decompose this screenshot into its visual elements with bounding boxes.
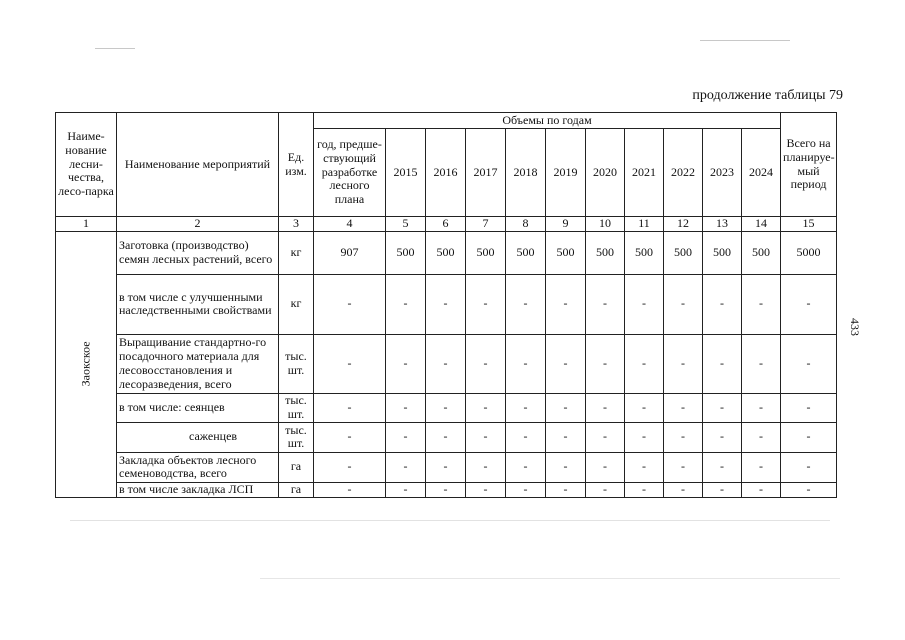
value-cell: - bbox=[546, 452, 586, 482]
unit-cell: га bbox=[279, 482, 314, 497]
value-cell: - bbox=[314, 274, 386, 334]
activity-name: в том числе: сеянцев bbox=[117, 393, 279, 422]
scan-noise bbox=[260, 578, 840, 579]
header-previous-year: год, предше-ствующий разработке лесного плана bbox=[314, 129, 386, 217]
value-cell: - bbox=[314, 393, 386, 422]
value-cell: - bbox=[703, 334, 742, 393]
value-cell: - bbox=[426, 452, 466, 482]
total-cell: - bbox=[781, 422, 837, 452]
value-cell: - bbox=[466, 393, 506, 422]
header-year: 2015 bbox=[386, 129, 426, 217]
value-cell: - bbox=[466, 452, 506, 482]
value-cell: - bbox=[466, 334, 506, 393]
total-cell: - bbox=[781, 482, 837, 497]
value-cell: - bbox=[506, 422, 546, 452]
value-cell: 500 bbox=[703, 231, 742, 274]
header-total: Всего на планируе-мый период bbox=[781, 113, 837, 217]
value-cell: - bbox=[742, 452, 781, 482]
value-cell: - bbox=[664, 452, 703, 482]
value-cell: - bbox=[386, 452, 426, 482]
activity-name: Заготовка (производство) семян лесных растений, всего bbox=[117, 231, 279, 274]
value-cell: - bbox=[506, 393, 546, 422]
value-cell: 500 bbox=[664, 231, 703, 274]
unit-cell: тыс. шт. bbox=[279, 422, 314, 452]
total-cell: 5000 bbox=[781, 231, 837, 274]
value-cell: - bbox=[664, 274, 703, 334]
value-cell: - bbox=[546, 334, 586, 393]
unit-cell: кг bbox=[279, 274, 314, 334]
value-cell: - bbox=[506, 482, 546, 497]
scan-noise bbox=[95, 48, 135, 49]
value-cell: - bbox=[314, 452, 386, 482]
header-unit: Ед. изм. bbox=[279, 113, 314, 217]
forestry-table bbox=[55, 112, 837, 498]
value-cell: - bbox=[586, 393, 625, 422]
value-cell: - bbox=[703, 452, 742, 482]
value-cell: - bbox=[586, 334, 625, 393]
activity-name: в том числе закладка ЛСП bbox=[117, 482, 279, 497]
column-number: 4 bbox=[314, 217, 386, 232]
value-cell: 500 bbox=[506, 231, 546, 274]
value-cell: - bbox=[664, 482, 703, 497]
column-number: 5 bbox=[386, 217, 426, 232]
header-volumes-by-year: Объемы по годам bbox=[314, 113, 781, 129]
value-cell: - bbox=[426, 274, 466, 334]
unit-cell: кг bbox=[279, 231, 314, 274]
column-number: 8 bbox=[506, 217, 546, 232]
table-row bbox=[56, 482, 837, 497]
value-cell: - bbox=[625, 393, 664, 422]
value-cell: - bbox=[546, 393, 586, 422]
column-number: 14 bbox=[742, 217, 781, 232]
value-cell: - bbox=[742, 393, 781, 422]
value-cell: - bbox=[586, 452, 625, 482]
value-cell: - bbox=[625, 482, 664, 497]
header-year: 2019 bbox=[546, 129, 586, 217]
table-row bbox=[56, 231, 837, 274]
header-year: 2022 bbox=[664, 129, 703, 217]
value-cell: - bbox=[314, 334, 386, 393]
header-year: 2016 bbox=[426, 129, 466, 217]
value-cell: 500 bbox=[625, 231, 664, 274]
value-cell: 500 bbox=[386, 231, 426, 274]
column-number: 9 bbox=[546, 217, 586, 232]
activity-name: Закладка объектов лесного семеноводства, всего bbox=[117, 452, 279, 482]
column-number: 13 bbox=[703, 217, 742, 232]
value-cell: 500 bbox=[466, 231, 506, 274]
table-row bbox=[56, 422, 837, 452]
header-year: 2023 bbox=[703, 129, 742, 217]
table-row bbox=[56, 452, 837, 482]
value-cell: - bbox=[314, 422, 386, 452]
value-cell: - bbox=[314, 482, 386, 497]
forestry-name: Заокское bbox=[78, 341, 93, 387]
activity-name: саженцев bbox=[117, 422, 279, 452]
value-cell: - bbox=[664, 334, 703, 393]
table-row bbox=[56, 274, 837, 334]
header-activity: Наименование мероприятий bbox=[117, 113, 279, 217]
unit-cell: тыс. шт. bbox=[279, 334, 314, 393]
column-number: 2 bbox=[117, 217, 279, 232]
value-cell: - bbox=[426, 422, 466, 452]
column-number: 15 bbox=[781, 217, 837, 232]
activity-name: Выращивание стандартно-го посадочного материала для лесовосстановления и лесоразведения, всего bbox=[117, 334, 279, 393]
column-number: 12 bbox=[664, 217, 703, 232]
value-cell: - bbox=[506, 274, 546, 334]
value-cell: - bbox=[703, 482, 742, 497]
column-number: 6 bbox=[426, 217, 466, 232]
value-cell: - bbox=[742, 334, 781, 393]
column-number: 1 bbox=[56, 217, 117, 232]
value-cell: - bbox=[625, 452, 664, 482]
column-number: 10 bbox=[586, 217, 625, 232]
total-cell: - bbox=[781, 334, 837, 393]
value-cell: 907 bbox=[314, 231, 386, 274]
value-cell: - bbox=[586, 482, 625, 497]
value-cell: - bbox=[546, 274, 586, 334]
scan-noise bbox=[70, 520, 830, 521]
header-year: 2017 bbox=[466, 129, 506, 217]
value-cell: - bbox=[586, 422, 625, 452]
value-cell: - bbox=[386, 274, 426, 334]
value-cell: - bbox=[703, 422, 742, 452]
value-cell: - bbox=[546, 422, 586, 452]
forestry-name-cell bbox=[56, 231, 117, 497]
value-cell: - bbox=[506, 452, 546, 482]
value-cell: - bbox=[386, 482, 426, 497]
value-cell: - bbox=[386, 422, 426, 452]
column-number: 7 bbox=[466, 217, 506, 232]
table-caption: продолжение таблицы 79 bbox=[692, 88, 843, 103]
value-cell: - bbox=[742, 274, 781, 334]
header-year: 2018 bbox=[506, 129, 546, 217]
value-cell: - bbox=[742, 422, 781, 452]
table-row bbox=[56, 334, 837, 393]
value-cell: - bbox=[426, 393, 466, 422]
value-cell: - bbox=[466, 482, 506, 497]
total-cell: - bbox=[781, 452, 837, 482]
value-cell: - bbox=[625, 334, 664, 393]
value-cell: - bbox=[625, 274, 664, 334]
header-year: 2024 bbox=[742, 129, 781, 217]
value-cell: - bbox=[386, 393, 426, 422]
scan-noise bbox=[700, 40, 790, 41]
value-cell: - bbox=[664, 393, 703, 422]
value-cell: - bbox=[546, 482, 586, 497]
header-year: 2020 bbox=[586, 129, 625, 217]
value-cell: - bbox=[466, 422, 506, 452]
value-cell: - bbox=[742, 482, 781, 497]
value-cell: 500 bbox=[426, 231, 466, 274]
total-cell: - bbox=[781, 274, 837, 334]
total-cell: - bbox=[781, 393, 837, 422]
column-number: 3 bbox=[279, 217, 314, 232]
value-cell: 500 bbox=[546, 231, 586, 274]
activity-name: в том числе с улучшенными наследственными свойствами bbox=[117, 274, 279, 334]
header-year: 2021 bbox=[625, 129, 664, 217]
value-cell: 500 bbox=[586, 231, 625, 274]
value-cell: - bbox=[586, 274, 625, 334]
value-cell: - bbox=[466, 274, 506, 334]
value-cell: - bbox=[506, 334, 546, 393]
value-cell: - bbox=[664, 422, 703, 452]
column-number: 11 bbox=[625, 217, 664, 232]
page-number: 433 bbox=[848, 318, 862, 336]
value-cell: - bbox=[426, 482, 466, 497]
table-row bbox=[56, 393, 837, 422]
value-cell: - bbox=[703, 393, 742, 422]
value-cell: 500 bbox=[742, 231, 781, 274]
value-cell: - bbox=[703, 274, 742, 334]
header-forestry: Наиме-нование лесни-чества, лесо-парка bbox=[56, 113, 117, 217]
value-cell: - bbox=[386, 334, 426, 393]
unit-cell: тыс. шт. bbox=[279, 393, 314, 422]
unit-cell: га bbox=[279, 452, 314, 482]
value-cell: - bbox=[426, 334, 466, 393]
value-cell: - bbox=[625, 422, 664, 452]
